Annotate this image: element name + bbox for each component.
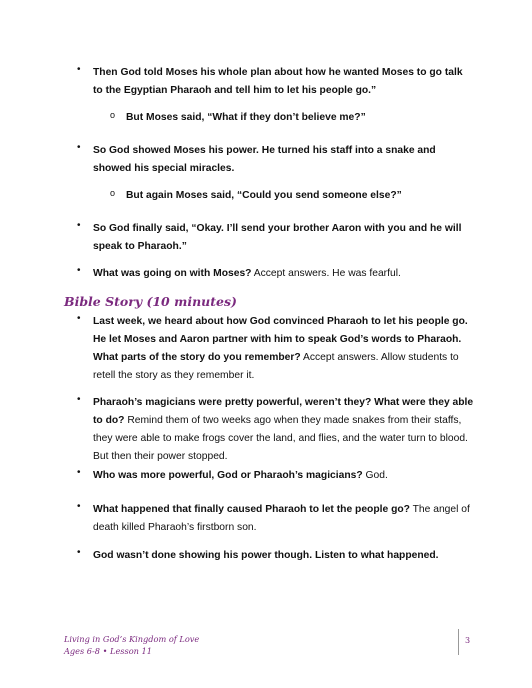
list-item <box>93 313 475 385</box>
item-text: Accept answers. Allow students to retell the story as they remember it. <box>93 352 459 381</box>
footer-subtitle: Ages 6-8 • Lesson 11 <box>64 646 152 656</box>
bullet-icon: • <box>77 313 81 324</box>
list-item <box>93 547 475 565</box>
list-item <box>93 501 475 537</box>
list-item <box>93 467 475 485</box>
bullet-icon: • <box>77 64 81 75</box>
item-bold-text: Pharaoh’s magicians were pretty powerful, weren’t they? What were they able to do? <box>93 397 474 426</box>
sub-list-item <box>126 109 486 127</box>
item-bold-text: Last week, we heard about how God convinced Pharaoh to let his people go. He let Moses and Aaron partner with him to speak God’s words to Pharaoh. What parts of the story do you remember? <box>93 316 468 363</box>
item-bold-text: Then God told Moses his whole plan about how he wanted Moses to go talk to the Egyptian Pharaoh and tell him to let his people go.” <box>93 67 463 96</box>
bullet-icon: • <box>77 220 81 231</box>
bullet-icon: • <box>77 394 81 405</box>
footer <box>64 633 199 657</box>
list-item <box>93 394 475 466</box>
list-item <box>93 142 475 178</box>
list-item <box>93 265 475 283</box>
item-bold-text: So God finally said, “Okay. I’ll send your brother Aaron with you and he will speak to Pharaoh.” <box>93 223 462 252</box>
bullet-icon: • <box>77 501 81 512</box>
item-text: Accept answers. He was fearful. <box>251 268 401 279</box>
item-bold-text: But again Moses said, “Could you send someone else?” <box>126 190 402 201</box>
circle-bullet-icon: o <box>110 110 116 120</box>
item-text: The angel of death killed Pharaoh’s firstborn son. <box>93 504 470 533</box>
item-bold-text: Who was more powerful, God or Pharaoh’s magicians? <box>93 470 363 481</box>
item-bold-text: What was going on with Moses? <box>93 268 252 279</box>
footer-title: Living in God’s Kingdom of Love <box>64 634 200 644</box>
list-item <box>93 64 475 100</box>
footer-divider <box>458 629 459 655</box>
bullet-icon: • <box>77 142 81 153</box>
item-bold-text: So God showed Moses his power. He turned his staff into a snake and showed his special miracles. <box>93 145 436 174</box>
bullet-icon: • <box>77 467 81 478</box>
item-bold-text: God wasn’t done showing his power though. Listen to what happened. <box>93 550 439 561</box>
section-heading: Bible Story (10 minutes) <box>64 294 237 309</box>
item-bold-text: But Moses said, “What if they don’t believe me?” <box>126 112 366 123</box>
bullet-icon: • <box>77 547 81 558</box>
circle-bullet-icon: o <box>110 188 116 198</box>
sub-list-item <box>126 187 486 205</box>
list-item <box>93 220 475 256</box>
bullet-icon: • <box>77 265 81 276</box>
item-bold-text: What happened that finally caused Pharaoh to let the people go? <box>93 504 410 515</box>
item-text: God. <box>362 470 388 481</box>
page-number: 3 <box>465 636 471 645</box>
item-text: Remind them of two weeks ago when they made snakes from their staffs, they were able to make frogs cover the land, and flies, and the water turn to blood. But then their power stopped. <box>93 415 468 462</box>
